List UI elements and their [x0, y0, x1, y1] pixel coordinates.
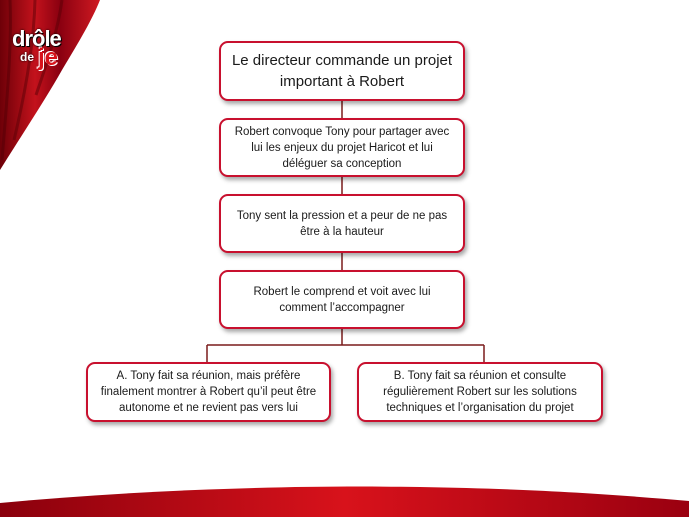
logo-text-de: de [20, 50, 35, 64]
node-option-a [86, 362, 331, 422]
node-accompagnement [219, 270, 465, 329]
logo-text-drole: drôle [12, 26, 61, 51]
node-pression [219, 194, 465, 253]
node-option-b-text: B. Tony fait sa réunion et consulte régulièrement Robert sur les solutions techniques et l’organisation du projet [383, 370, 577, 414]
node-option-a-text: A. Tony fait sa réunion, mais préfère finalement montrer à Robert qu’il peut être autonome et ne revient pas vers lui [100, 370, 317, 414]
node-directeur-text: Le directeur commande un projet important à Robert [231, 52, 453, 90]
node-accompagnement-text: Robert le comprend et voit avec lui comment l’accompagner [253, 285, 431, 314]
node-pression-text: Tony sent la pression et a peur de ne pas être à la hauteur [236, 209, 448, 238]
logo-text-je: je [38, 44, 59, 71]
node-convocation [219, 118, 465, 177]
bottom-swoosh-decoration [0, 477, 689, 517]
node-convocation-text: Robert convoque Tony pour partager avec lui les enjeux du projet Haricot et lui déléguer sa conception [234, 125, 450, 170]
node-directeur [219, 41, 465, 101]
node-option-b [357, 362, 603, 422]
